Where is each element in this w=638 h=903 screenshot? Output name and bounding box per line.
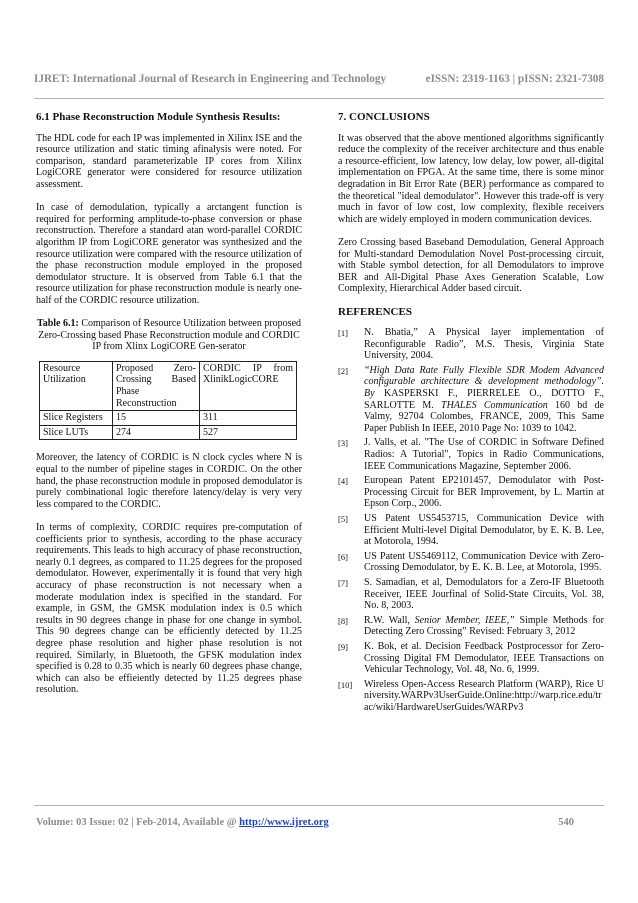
reference-number: [7]: [338, 577, 348, 588]
reference-text: J. Valls, et al. "The Use of CORDIC in Software Defined Radios: A Tutorial", Topics in Radio Communications, IEEE Communications Magazine, September 2006.: [364, 437, 604, 472]
table-caption-text: Comparison of Resource Utilization between proposed Zero-Crossing based Phase Reconstruction module and CORDIC IP from Xlinx LogiCORE Gen-serator: [38, 318, 302, 353]
right-column: [338, 112, 604, 717]
resource-table: [39, 361, 297, 441]
reference-number: [4]: [338, 476, 348, 487]
table-cell: 527: [200, 425, 297, 440]
reference-number: [6]: [338, 551, 348, 562]
running-footer: [36, 817, 604, 828]
reference-text: N. Bhatia,” A Physical layer implementation of Reconfigurable Radio”, M.S. Thesis, Virginia State University, 2004.: [364, 327, 604, 362]
reference-number: [5]: [338, 514, 348, 524]
reference-item: [338, 437, 604, 472]
page-number: 540: [558, 817, 574, 828]
table-cell: Slice Registers: [40, 411, 113, 426]
table-cell: 311: [200, 411, 297, 426]
reference-item: [338, 327, 604, 362]
reference-item: [338, 641, 604, 676]
paragraph: Zero Crossing based Baseband Demodulation, General Approach for Multi-standard Demodulation Novel Post-processing circuit, with Stable symbol detection, for all Demodulators to improve BER and All-Digital Phase Axes Generation Scalable, Low Complexity, Hierarchical Adder based circuit.: [338, 236, 604, 295]
table-cell: 274: [113, 425, 200, 440]
reference-item: [338, 577, 604, 612]
reference-number: [8]: [338, 615, 348, 626]
table-row: [40, 411, 297, 426]
paragraph: The HDL code for each IP was implemented in Xilinx ISE and the resource utilization and static timing afinalysis were noted. For comparison, standard parameterizable IP cores from Xilinx LogiCORE generator were considered for resource utilization assessment.: [36, 132, 302, 190]
reference-text: S. Samadian, et al, Demodulators for a Zero-IF Bluetooth Receiver, IEEE Jourfinal of Solid-State Circuits, Vol. 38, No. 8, 2003.: [364, 576, 604, 612]
reference-title: “High Data Rate Fully Flexible SDR Modem Advanced configurable architecture & development methodology”. By: [364, 364, 604, 400]
paragraph: In case of demodulation, typically a arctangent function is required for performing amplitude-to-phase conversion or phase reconstruction. Therefore a standard atan word-parallel CORDIC algorithm IP from LogiCORE generator was synthesized and the resource utilization were compared with the resource utilization of the phase reconstruction module employed in the proposed demodulator structure. It is observed from Table 6.1 that the resource utilization for phase reconstruction module is nearly one-half of the CORDIC resource utilization.: [36, 202, 303, 306]
reference-item: [338, 551, 604, 574]
journal-title: IJRET: International Journal of Research in Engineering and Technology: [34, 73, 387, 85]
section-heading-conclusions: 7. CONCLUSIONS: [338, 111, 430, 123]
reference-number: [10]: [338, 679, 353, 690]
footer-volume: Volume: 03 Issue: 02 | Feb-2014, Available @: [36, 817, 240, 828]
table-cell: 15: [113, 411, 200, 426]
section-heading-6-1: 6.1 Phase Reconstruction Module Synthesis Results:: [36, 111, 281, 123]
reference-text: Simple Methods for Detecting Zero Crossing” Revised: February 3, 2012: [364, 614, 604, 638]
reference-text: US Patent US5453715, Communication Device with Efficient Multi-level Digital Demodulator, by E. K. B. Lee, at Motorola, 1994.: [364, 513, 604, 548]
reference-number: [1]: [338, 328, 348, 339]
reference-item: [338, 365, 604, 435]
reference-number: [9]: [338, 641, 348, 652]
references-list: [338, 327, 604, 713]
reference-text: 160 bd de Valmy, 92704 Colombes, FRANCE, 2009, This Same Paper Publish In IEEE, 2010 Page No: 1039 to 1042.: [364, 399, 604, 434]
left-column: [36, 112, 302, 708]
reference-item: [338, 475, 604, 510]
reference-text: European Patent EP2101457, Demodulator with Post-Processing Circuit for BER Improvement, by L. Martin at Epson Corp., 2006.: [364, 475, 604, 510]
reference-text: Wireless Open-Access Research Platform (WARP), Rice University.WARPv3UserGuide.Online:http://warp.rice.edu/trac/wiki/HardwareUserGuides/WARPv3: [364, 678, 604, 713]
reference-title: Senior Member, IEEE,”: [409, 614, 515, 626]
issn-info: eISSN: 2319-1163 | pISSN: 2321-7308: [425, 73, 604, 85]
reference-item: [338, 513, 604, 548]
table-header-cell: Resource Utilization: [40, 361, 113, 410]
table-caption-label: Table 6.1:: [36, 318, 79, 330]
reference-text: KASPERSKI F., PIERRELEE O., DOTTO F., SARLOTTE M.: [364, 388, 604, 411]
reference-org: THALES Communication: [433, 399, 548, 411]
header-rule: [34, 98, 604, 99]
reference-text: R.W. Wall,: [364, 614, 410, 626]
reference-text: US Patent US5469112, Communication Device with Zero-Crossing Demodulator, by E. K. B. Lee, at Motorola, 1995.: [364, 550, 604, 574]
table-caption: [36, 318, 302, 353]
running-header: [34, 73, 604, 85]
references-heading: REFERENCES: [338, 305, 412, 318]
reference-item: [338, 615, 604, 638]
paragraph: In terms of complexity, CORDIC requires pre-computation of coefficients prior to synthesis, according to the phase accuracy requirements. This leads to high accuracy of phase reconstruction, nearly 0.1 degrees, as compared to 11.25 degrees for the proposed demodulator. However, experimentally it is found that very high accuracy of phase reconstruction is not necessary when a moderate modulation index is specified in the standard. For example, in GSM, the GMSK modulation index is 0.5 which results in 90 degrees change in phase for one change in symbol. This 90 degrees change can be efficiently detected by 11.25 degree phase resolution and higher phase resolution is not required. Similarly, in Bluetooth, the GFSK modulation index specified is 0.28 to 0.35 which is nearly 60 degrees phase change, which can also be effieiently detected by 11.25 degrees phase resolution.: [36, 522, 302, 696]
table-cell: Slice LUTs: [40, 425, 113, 440]
table-header-row: [40, 361, 297, 410]
paragraph: Moreover, the latency of CORDIC is N clock cycles where N is equal to the number of pipeline stages in CORDIC. On the other hand, the phase reconstruction module in proposed demodulator is purely combinational logic therefore latency/delay is very very less compared to the CORDIC.: [36, 452, 302, 510]
table-header-cell: Proposed Zero-Crossing Based Phase Reconstruction: [113, 361, 200, 410]
reference-text: K. Bok, et al. Decision Feedback Postprocessor for Zero-Crossing Digital FM Demodulator, IEEE Transactions on Vehicular Technology, Vol. 48, No. 6, 1999.: [364, 640, 604, 676]
table-row: [40, 425, 297, 440]
footer-rule: [34, 805, 604, 806]
reference-number: [3]: [338, 438, 348, 449]
paragraph: It was observed that the above mentioned algorithms significantly reduce the complexity of the receiver architecture and thus enable a resource-efficient, low latency, low delay, low power, all-digital implementation on FPGA. At the same time, there is some minor degradation in Bit Error Rate (BER) performance as compared to the theoretical "ideal demodulator". However this trade-off is very much in favor of low cost, low complexity, flexible receivers which are widely employed in modern communication devices.: [338, 132, 604, 225]
table-header-cell: CORDIC IP from XlinikLogicCORE: [200, 361, 297, 410]
reference-number: [2]: [338, 365, 348, 376]
reference-item: [338, 679, 604, 714]
journal-link[interactable]: http://www.ijret.org: [239, 817, 329, 828]
